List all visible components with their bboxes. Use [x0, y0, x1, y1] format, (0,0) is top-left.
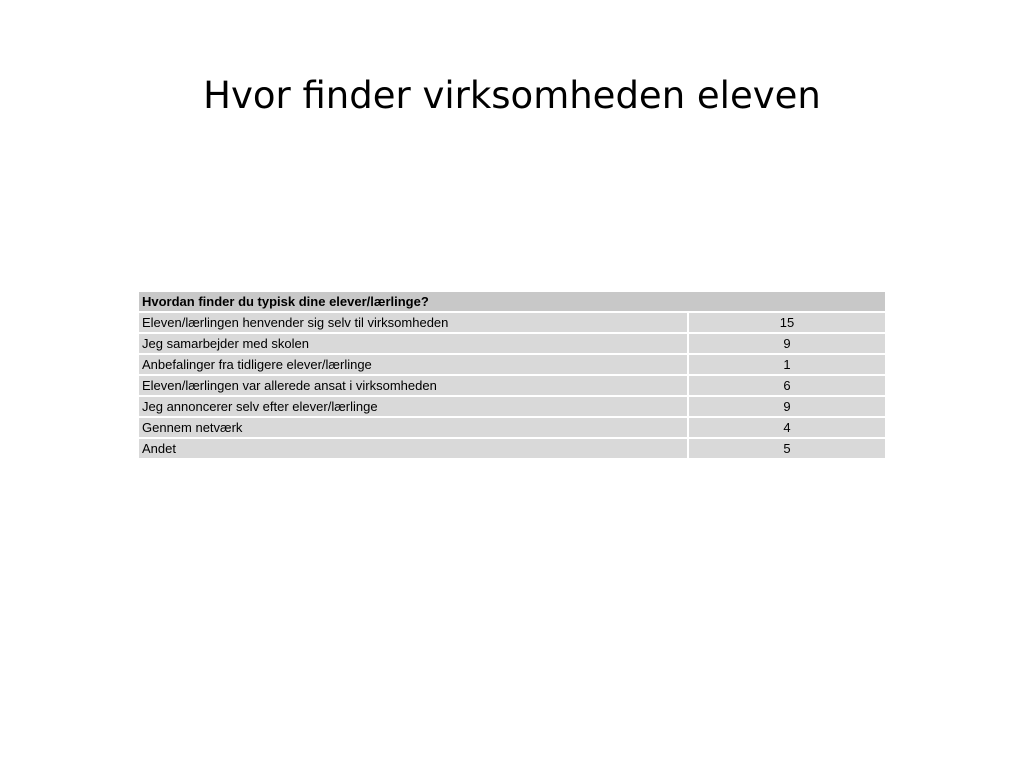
table-row — [138, 375, 886, 396]
row-value: 5 — [688, 438, 886, 459]
table-row — [138, 438, 886, 459]
row-label: Anbefalinger fra tidligere elever/lærlinge — [138, 354, 688, 375]
table-row — [138, 396, 886, 417]
row-value: 1 — [688, 354, 886, 375]
slide-title: Hvor finder virksomheden eleven — [203, 74, 821, 117]
table-header: Hvordan finder du typisk dine elever/lærlinge? — [138, 291, 886, 312]
row-label: Eleven/lærlingen henvender sig selv til virksomheden — [138, 312, 688, 333]
table-row — [138, 417, 886, 438]
row-value: 4 — [688, 417, 886, 438]
row-label: Andet — [138, 438, 688, 459]
survey-table — [137, 290, 887, 460]
row-label: Jeg samarbejder med skolen — [138, 333, 688, 354]
table-header-row — [138, 291, 886, 312]
row-value: 15 — [688, 312, 886, 333]
row-label: Eleven/lærlingen var allerede ansat i virksomheden — [138, 375, 688, 396]
row-label: Gennem netværk — [138, 417, 688, 438]
row-value: 9 — [688, 333, 886, 354]
row-value: 6 — [688, 375, 886, 396]
row-value: 9 — [688, 396, 886, 417]
table-row — [138, 333, 886, 354]
table-row — [138, 354, 886, 375]
table-row — [138, 312, 886, 333]
row-label: Jeg annoncerer selv efter elever/lærlinge — [138, 396, 688, 417]
